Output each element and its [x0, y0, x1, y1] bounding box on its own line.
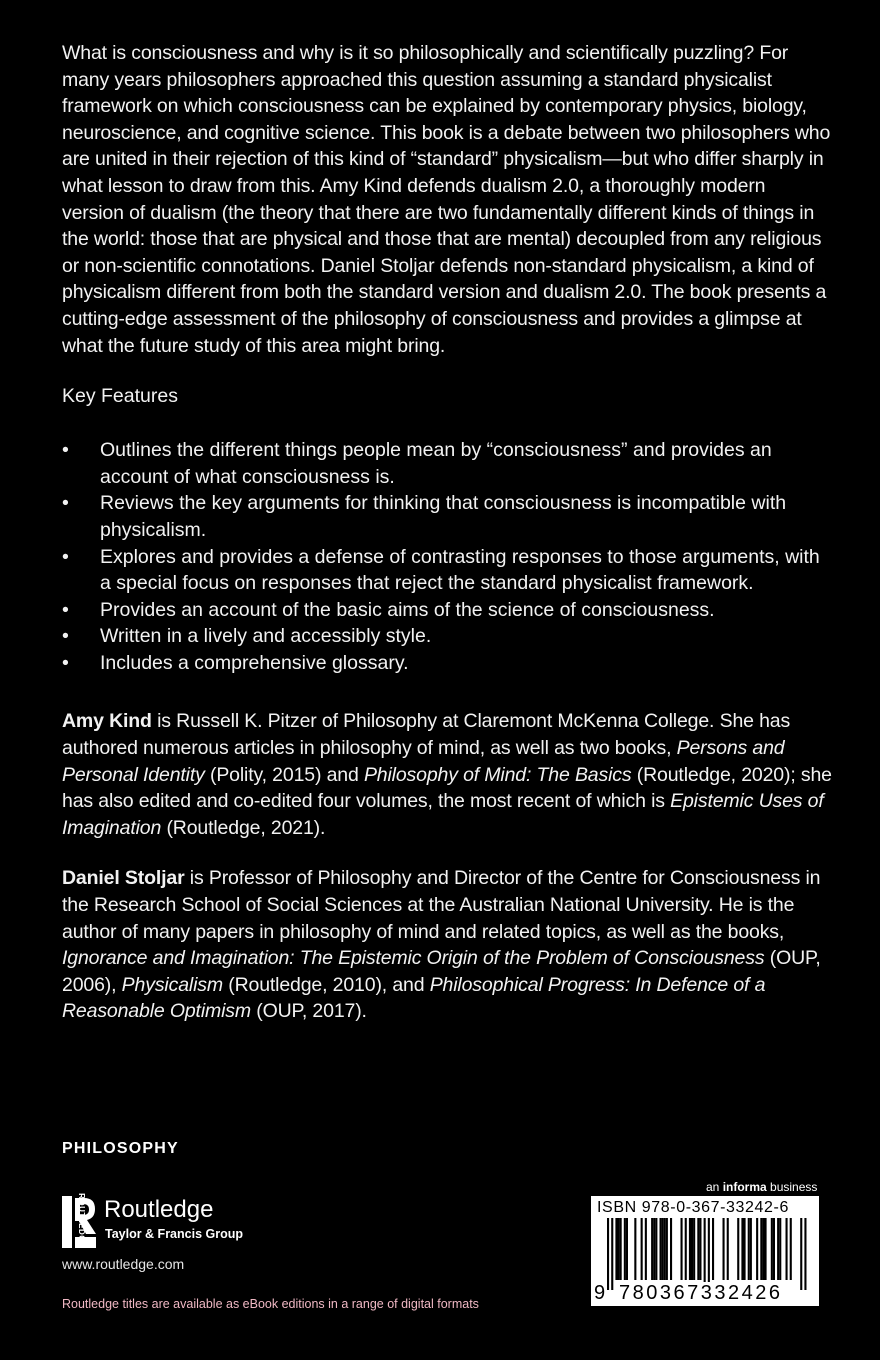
- bullet-icon: •: [62, 545, 69, 568]
- publisher-logo: [62, 1193, 362, 1252]
- barcode-bar: [634, 1218, 636, 1280]
- barcode-bar: [681, 1218, 683, 1280]
- barcode-bar: [664, 1218, 666, 1280]
- bullet-icon: •: [62, 439, 69, 462]
- barcode-bar: [804, 1218, 806, 1290]
- barcode-bar: [744, 1218, 746, 1280]
- book-title: Philosophical Progress: In Defence of a Reasonable Optimism: [62, 973, 766, 1023]
- barcode-bar: [750, 1218, 752, 1280]
- book-title: Physicalism: [121, 973, 223, 996]
- barcode-bar: [762, 1218, 764, 1280]
- key-features-list: [62, 437, 832, 676]
- bullet-icon: •: [62, 651, 69, 674]
- barcode-bar: [670, 1218, 672, 1280]
- barcode-bar: [704, 1218, 706, 1290]
- barcode-bar: [641, 1218, 643, 1280]
- author-bio-amy-kind: Amy Kind is Russell K. Pitzer of Philosophy at Claremont McKenna College. She has authored numerous articles in philosophy of mind, as well as two books, Persons and Personal Identity (Polity, 2015) and Philosophy of Mind: The Basics (Routledge, 2020); she has also edited and co-edited four volumes, the most recent of which is Epistemic Uses of Imagination (Routledge, 2021).: [62, 710, 832, 839]
- list-item: • Reviews the key arguments for thinking that consciousness is incompatible with physicalism.: [62, 492, 787, 541]
- book-blurb: What is consciousness and why is it so philosophically and scientifically puzzling? For many years philosophers approached this question assuming a standard physicalist framework on which consciousness can be explained by contemporary physics, biology, neuroscience, and cognitive science. This book is a debate between two philosophers who are united in their rejection of this kind of “standard” physicalism—but who differ sharply in what lesson to draw from this. Amy Kind defends dualism 2.0, a thoroughly modern version of dualism (the theory that there are two fundamentally different kinds of things in the world: those that are physical and those that are mental) decoupled from any religious or non-scientific connotations. Daniel Stoljar defends non-standard physicalism, a kind of physicalism different from both the standard version and dualism 2.0. The book presents a cutting-edge assessment of the philosophy of consciousness and provides a glimpse at what the future study of this area might bring.: [62, 42, 831, 357]
- barcode-bar: [618, 1218, 620, 1280]
- list-item: • Provides an account of the basic aims of the science of consciousness.: [62, 597, 832, 624]
- barcode-bar: [691, 1218, 693, 1280]
- barcode-bar: [779, 1218, 781, 1280]
- barcode-bar: [693, 1218, 695, 1280]
- publisher-vertical-label: ROUTLEDGE: [76, 1193, 86, 1248]
- barcode-bar: [685, 1218, 687, 1280]
- barcode-bar: [653, 1218, 655, 1280]
- barcode-bar: [697, 1218, 699, 1280]
- book-title: Epistemic Uses of Imagination: [62, 790, 824, 839]
- informa-tagline: an informa business: [706, 1180, 818, 1194]
- author-bio-daniel-stoljar: Daniel Stoljar is Professor of Philosophy and Director of the Centre for Consciousness in the Research School of Social Sciences at the Australian National University. He is the author of many papers in philosophy of mind and related topics, as well as the books, Ignorance and Imagination: The Epistemic Origin of the Problem of Consciousness (OUP, 2006), Physicalism (Routledge, 2010), and Philosophical Progress: In Defence of a Reasonable Optimism (OUP, 2017).: [62, 867, 821, 1023]
- list-item: • Includes a comprehensive glossary.: [62, 650, 832, 677]
- author-name: Amy Kind: [62, 710, 152, 733]
- bullet-icon: •: [62, 492, 69, 515]
- barcode-bar: [786, 1218, 788, 1280]
- barcode-bar: [760, 1218, 762, 1280]
- barcode-bar: [624, 1218, 626, 1280]
- barcode-bar: [790, 1218, 792, 1280]
- isbn-barcode: [591, 1196, 819, 1306]
- barcode-bar: [708, 1218, 710, 1290]
- barcode-bar: [765, 1218, 767, 1280]
- barcode-bar: [727, 1218, 729, 1280]
- barcode-bar: [800, 1218, 802, 1290]
- barcode-bar: [645, 1218, 647, 1280]
- subject-category: PHILOSOPHY: [62, 1140, 179, 1157]
- barcode-bar: [712, 1218, 714, 1280]
- list-item: • Written in a lively and accessibly style.: [62, 623, 832, 650]
- barcode-bar: [689, 1218, 691, 1280]
- bullet-icon: •: [62, 625, 69, 648]
- author-name: Daniel Stoljar: [62, 867, 185, 890]
- book-title: Philosophy of Mind: The Basics: [363, 763, 632, 786]
- barcode-bar: [756, 1218, 758, 1280]
- barcode-bar: [699, 1218, 701, 1280]
- back-cover-text: [62, 40, 832, 1025]
- publisher-group: Taylor & Francis Group: [105, 1227, 243, 1241]
- barcode-bar: [748, 1218, 750, 1280]
- barcode-bar: [662, 1218, 664, 1280]
- barcode-bar: [655, 1218, 657, 1280]
- barcode-bar: [607, 1218, 609, 1290]
- barcode-bar: [611, 1218, 613, 1290]
- barcode-bar: [777, 1218, 779, 1280]
- barcode-bar: [620, 1218, 622, 1280]
- barcode-bars: [591, 1218, 819, 1292]
- isbn-digits: 780367332426: [619, 1282, 783, 1304]
- barcode-bar: [723, 1218, 725, 1280]
- barcode-bar: [737, 1218, 739, 1280]
- barcode-bar: [651, 1218, 653, 1280]
- list-item: • Outlines the different things people mean by “consciousness” and provides an account of what consciousness is.: [62, 439, 772, 488]
- isbn-lead-digit: 9: [594, 1282, 606, 1304]
- barcode-bar: [773, 1218, 775, 1280]
- barcode-bar: [660, 1218, 662, 1280]
- barcode-bar: [615, 1218, 617, 1280]
- book-title: Persons and Personal Identity: [62, 737, 785, 786]
- publisher-website[interactable]: www.routledge.com: [62, 1256, 185, 1272]
- barcode-bar: [771, 1218, 773, 1280]
- book-title: Ignorance and Imagination: The Epistemic Origin of the Problem of Consciousness: [62, 947, 765, 970]
- publisher-name: Routledge: [104, 1196, 214, 1223]
- ebook-note: Routledge titles are available as eBook editions in a range of digital formats: [62, 1297, 479, 1311]
- barcode-bar: [741, 1218, 743, 1280]
- barcode-bar: [666, 1218, 668, 1280]
- barcode-bar: [626, 1218, 628, 1280]
- bullet-icon: •: [62, 598, 69, 621]
- isbn-label: ISBN 978-0-367-33242-6: [597, 1199, 789, 1216]
- key-features-heading: Key Features: [62, 385, 178, 408]
- list-item: • Explores and provides a defense of contrasting responses to those arguments, with a special focus on responses that reject the standard physicalist framework.: [62, 545, 820, 595]
